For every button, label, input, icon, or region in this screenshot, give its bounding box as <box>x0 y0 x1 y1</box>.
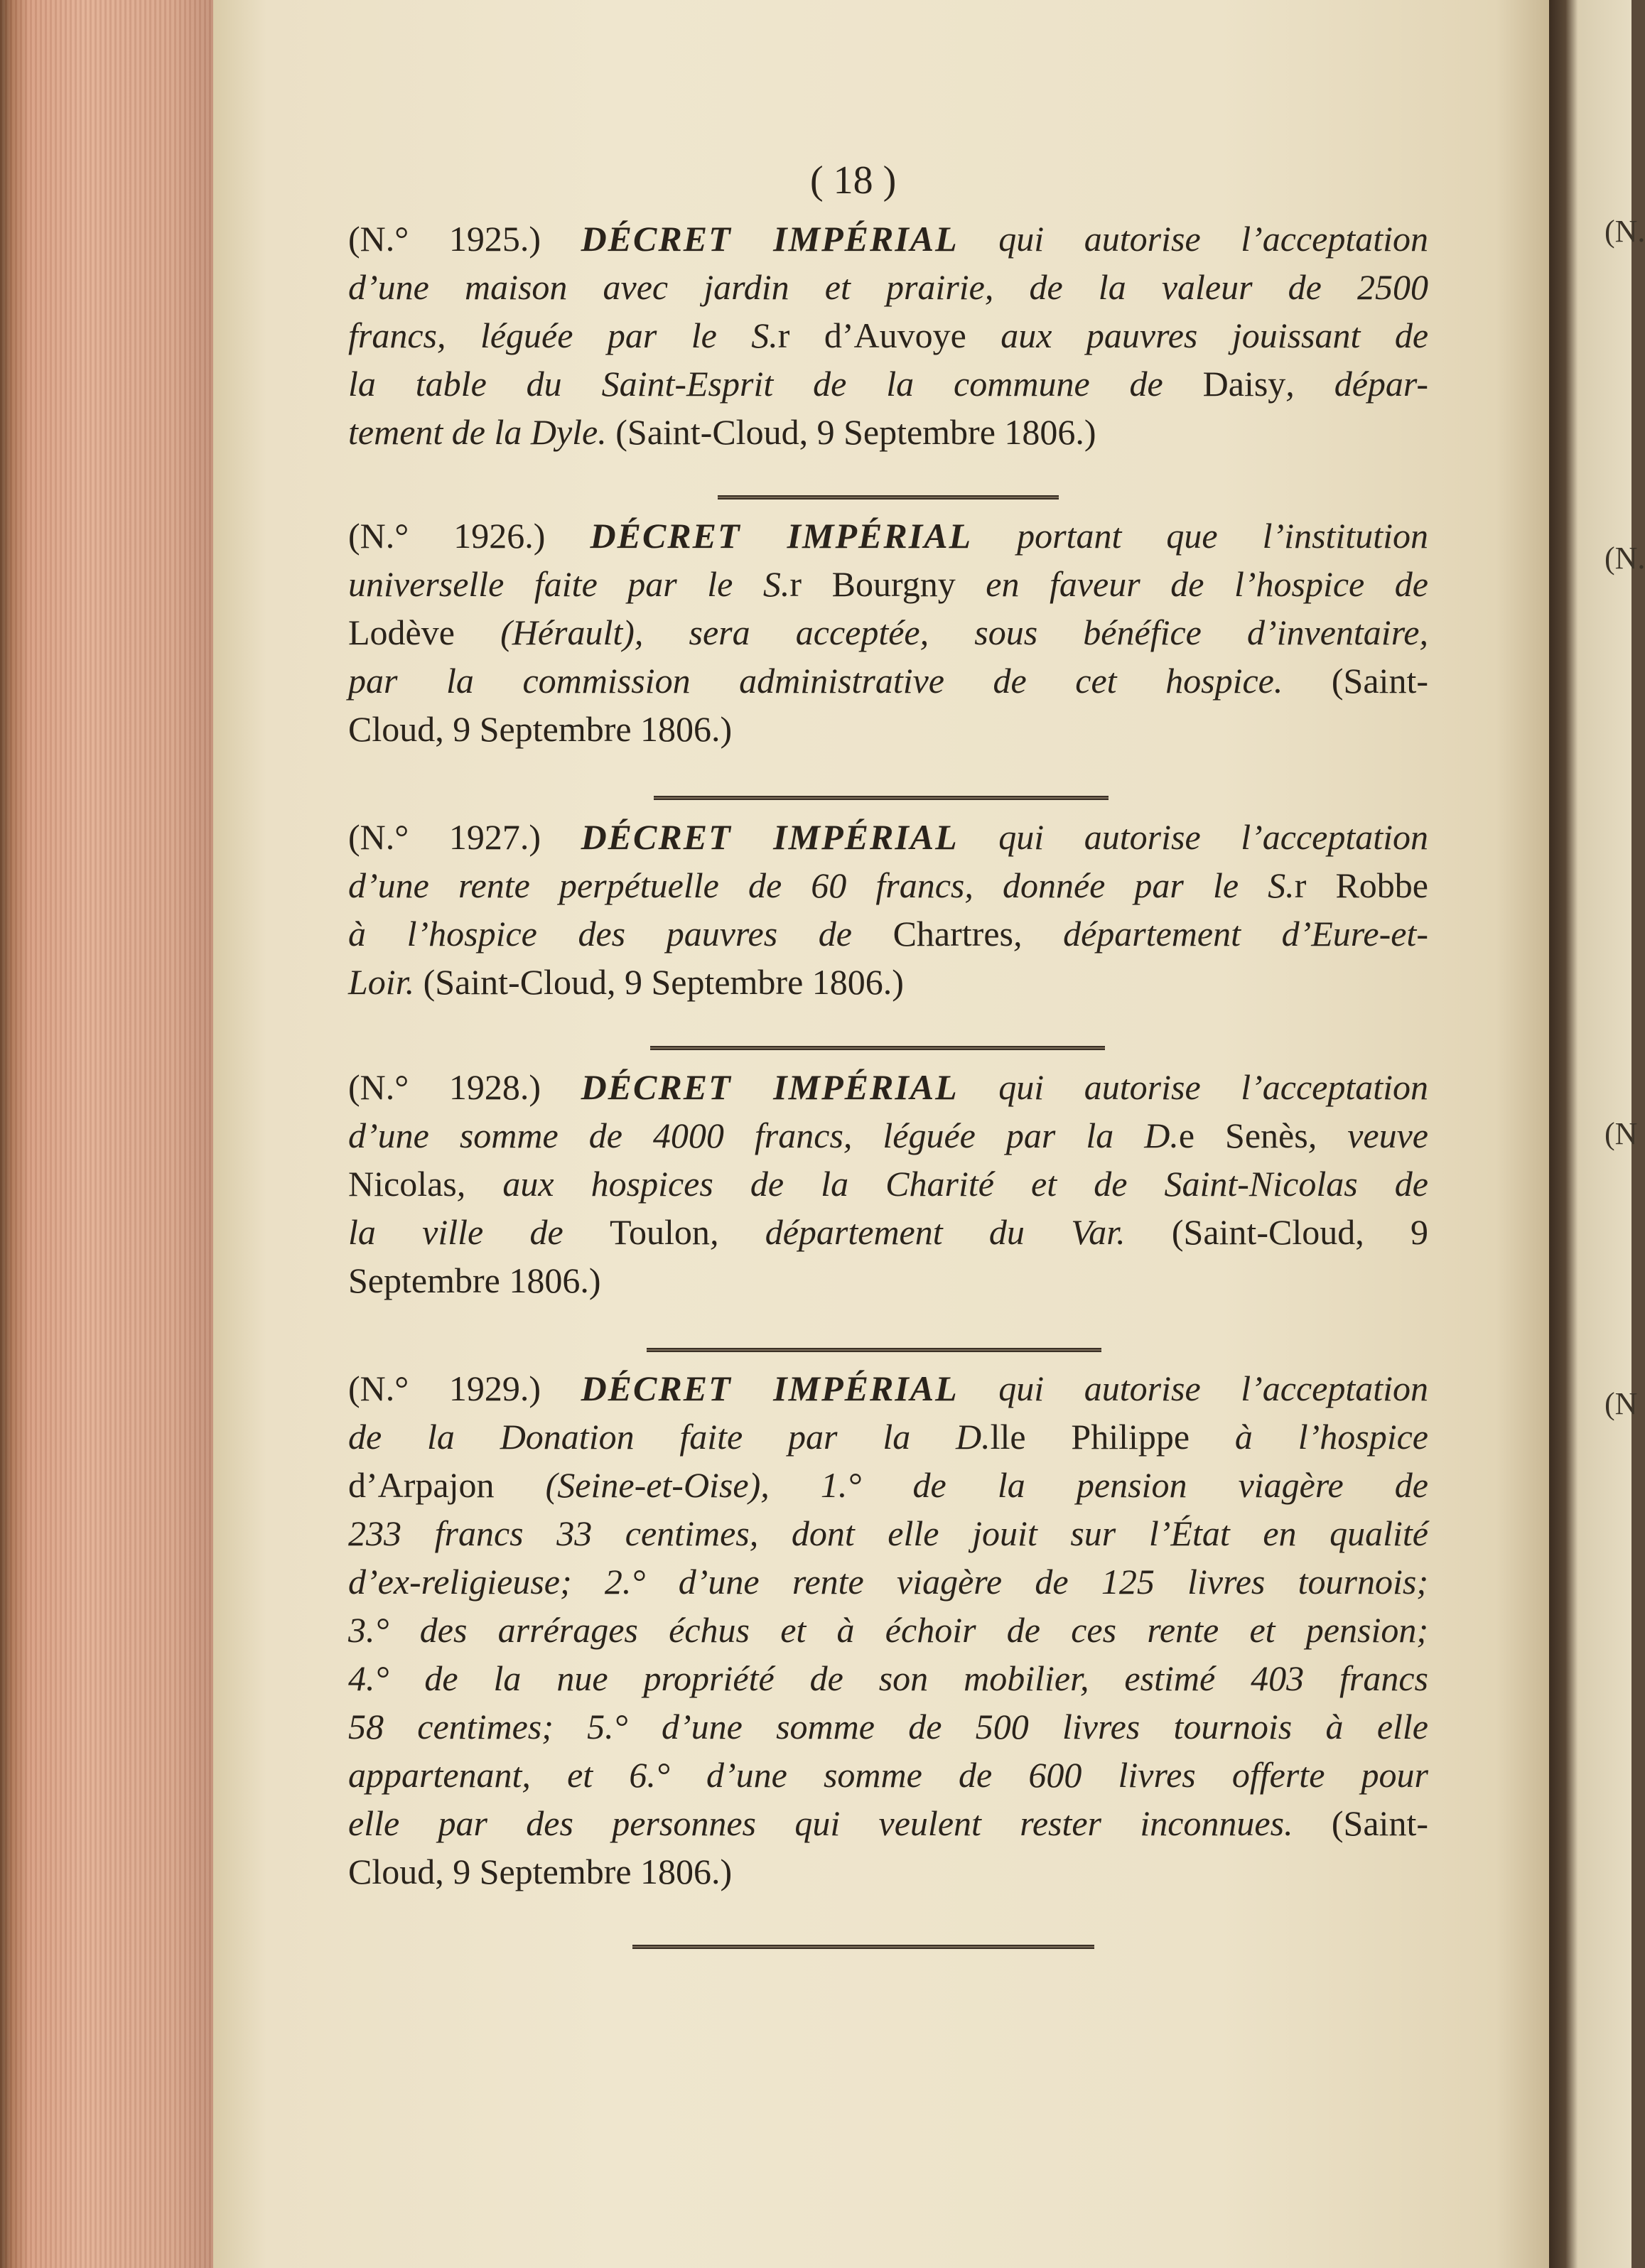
text-line <box>348 560 1428 608</box>
text-run: , aux hospices de la Charité et de Saint-Nicolas de <box>456 1164 1428 1204</box>
text-run: à l’hospice des pauvres de <box>348 914 893 954</box>
text-run: Chartres <box>892 914 1013 954</box>
text-line <box>348 657 1428 705</box>
text-run: (Hérault), sera acceptée, sous bénéfice d’inventaire, <box>500 612 1428 652</box>
text-run: (Saint-Cloud, 9 <box>1171 1212 1428 1252</box>
text-run: (Seine-et-Oise), 1.° de la pension viagère de <box>545 1465 1428 1505</box>
separator-rule <box>654 794 1109 801</box>
text-run: aux pauvres jouissant de <box>1001 315 1429 355</box>
text-line <box>348 705 1428 753</box>
text-run: (Saint-Cloud, 9 Septembre 1806.) <box>423 962 904 1002</box>
text-run: 4.° de la nue propriété de son mobilier, estimé 403 francs <box>348 1658 1428 1698</box>
text-run: qui autorise l’acceptation <box>958 1368 1429 1408</box>
text-run: francs, léguée par le S. <box>348 315 778 355</box>
text-run: portant que l’institution <box>972 516 1428 556</box>
text-run: d’une maison avec jardin et prairie, de la valeur de 2500 <box>348 267 1428 307</box>
text-line <box>348 1654 1428 1702</box>
text-run: r <box>789 564 802 604</box>
text-run: (Saint-Cloud, 9 Septembre 1806.) <box>615 412 1096 452</box>
separator-rule <box>650 1044 1105 1052</box>
text-line <box>348 215 1428 263</box>
text-line <box>348 1606 1428 1654</box>
decree-entry-1928 <box>348 1063 1428 1305</box>
decree-heading: DÉCRET IMPÉRIAL <box>581 219 959 259</box>
text-run: Cloud, 9 Septembre 1806.) <box>348 709 733 749</box>
facing-page-fragment: (N. <box>1604 541 1645 576</box>
facing-page-fragment: (N <box>1604 1116 1638 1151</box>
text-run: Philippe <box>1025 1417 1235 1457</box>
text-run: Bourgny <box>802 564 986 604</box>
text-line <box>348 1702 1428 1751</box>
text-run: 3.° des arrérages échus et à échoir de ces rente et pension; <box>348 1610 1428 1650</box>
text-line <box>348 1557 1428 1606</box>
book-fore-edge <box>0 0 213 2268</box>
text-run: d’Auvoye <box>789 315 1001 355</box>
text-run: tement de la Dyle. <box>348 412 616 452</box>
decree-entry-1929 <box>348 1364 1428 1896</box>
text-run: (N.° 1929.) <box>348 1368 581 1408</box>
separator-rule <box>632 1943 1094 1950</box>
text-line <box>348 813 1428 861</box>
decree-heading: DÉCRET IMPÉRIAL <box>581 1067 959 1107</box>
text-line <box>348 408 1428 456</box>
decree-heading: DÉCRET IMPÉRIAL <box>581 1368 959 1408</box>
text-run: appartenant, et 6.° d’une somme de 600 livres offerte pour <box>348 1755 1428 1795</box>
text-run: e <box>1178 1116 1195 1155</box>
decree-heading: DÉCRET IMPÉRIAL <box>581 817 959 857</box>
text-run: Nicolas <box>348 1164 457 1204</box>
text-run: elle par des personnes qui veulent rester inconnues. <box>348 1803 1332 1843</box>
text-run: Daisy <box>1202 364 1286 404</box>
text-run: , veuve <box>1307 1116 1428 1155</box>
facing-page-fragment: (N. <box>1604 214 1645 249</box>
text-run: d’une somme de 4000 francs, léguée par la D. <box>348 1116 1179 1155</box>
text-run: (N.° 1925.) <box>348 219 581 259</box>
text-run: (N.° 1926.) <box>348 516 590 556</box>
text-run: par la commission administrative de cet hospice. <box>348 661 1332 701</box>
decree-entry-1925 <box>348 215 1428 456</box>
text-line <box>348 360 1428 408</box>
text-run: la ville de <box>348 1212 610 1252</box>
text-run: à l’hospice <box>1234 1417 1428 1457</box>
text-run: lle <box>990 1417 1026 1457</box>
text-line <box>348 1160 1428 1208</box>
separator-rule <box>718 494 1059 501</box>
text-run: Toulon <box>609 1212 710 1252</box>
facing-page-edge <box>1549 0 1645 2268</box>
text-line <box>348 1847 1428 1896</box>
text-run: r <box>1294 865 1307 905</box>
decree-entry-1926 <box>348 512 1428 753</box>
text-line <box>348 958 1428 1006</box>
page-number: ( 18 ) <box>810 158 897 202</box>
decree-entry-1927 <box>348 813 1428 1006</box>
text-line <box>348 1256 1428 1305</box>
text-run: , département d’Eure-et- <box>1013 914 1428 954</box>
text-run: qui autorise l’acceptation <box>958 817 1429 857</box>
text-run: (N.° 1927.) <box>348 817 581 857</box>
text-run: d’ex-religieuse; 2.° d’une rente viagère de 125 livres tournois; <box>348 1562 1428 1602</box>
text-run: (Saint- <box>1331 1803 1428 1843</box>
text-line <box>348 1208 1428 1256</box>
separator-rule <box>647 1346 1101 1354</box>
text-run: Cloud, 9 Septembre 1806.) <box>348 1852 733 1891</box>
text-line <box>348 1461 1428 1509</box>
text-run: , dépar- <box>1285 364 1428 404</box>
text-run: 233 francs 33 centimes, dont elle jouit sur l’État en qualité <box>348 1513 1428 1553</box>
text-line <box>348 1413 1428 1461</box>
text-run: Lodève <box>348 612 501 652</box>
text-line <box>348 1799 1428 1847</box>
text-run: 58 centimes; 5.° d’une somme de 500 livres tournois à elle <box>348 1707 1428 1746</box>
text-run: (N.° 1928.) <box>348 1067 581 1107</box>
text-run: d’une rente perpétuelle de 60 francs, donnée par le S. <box>348 865 1295 905</box>
text-run: en faveur de l’hospice de <box>986 564 1428 604</box>
text-line <box>348 1509 1428 1557</box>
text-run: qui autorise l’acceptation <box>958 219 1429 259</box>
text-run: , département du Var. <box>709 1212 1172 1252</box>
text-line <box>348 1751 1428 1799</box>
decree-heading: DÉCRET IMPÉRIAL <box>590 516 973 556</box>
text-run: (Saint- <box>1331 661 1428 701</box>
text-line <box>348 263 1428 311</box>
text-line <box>348 311 1428 360</box>
text-run: r <box>777 315 790 355</box>
text-line <box>348 1111 1428 1160</box>
text-run: de la Donation faite par la D. <box>348 1417 991 1457</box>
text-line <box>348 1364 1428 1413</box>
text-run: qui autorise l’acceptation <box>958 1067 1429 1107</box>
text-run: la table du Saint-Esprit de la commune de <box>348 364 1203 404</box>
text-line <box>348 909 1428 958</box>
text-run: Robbe <box>1306 865 1428 905</box>
text-run: Senès <box>1194 1116 1308 1155</box>
text-line <box>348 861 1428 909</box>
text-line <box>348 512 1428 560</box>
text-run: Loir. <box>348 962 424 1002</box>
facing-page-fragment: (N <box>1604 1386 1638 1421</box>
text-run: universelle faite par le S. <box>348 564 790 604</box>
text-line <box>348 1063 1428 1111</box>
text-line <box>348 608 1428 657</box>
text-run: Septembre 1806.) <box>348 1260 601 1300</box>
text-run: d’Arpajon <box>348 1465 546 1505</box>
